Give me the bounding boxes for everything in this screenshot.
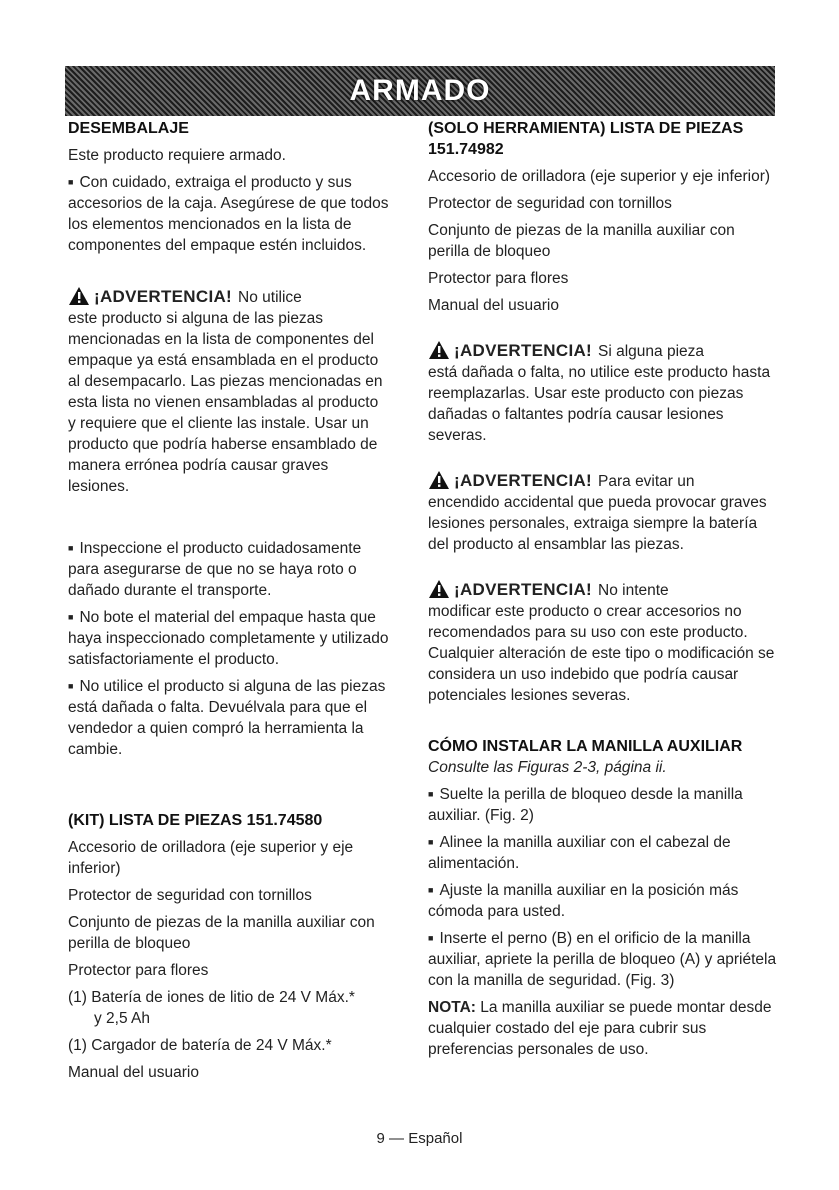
- battery-item-cont: y 2,5 Ah: [94, 1010, 151, 1027]
- list-item: Conjunto de piezas de la manilla auxiliar con perilla de bloqueo: [68, 914, 375, 952]
- unpack-heading: DESEMBALAJE: [68, 120, 189, 137]
- list-item: Conjunto de piezas de la manilla auxiliar con perilla de bloqueo: [428, 222, 735, 260]
- list-item: Protector de seguridad con tornillos: [68, 887, 312, 904]
- list-item: ■ Ajuste la manilla auxiliar en la posición más cómoda para usted.: [428, 880, 778, 922]
- banner-title: ARMADO: [349, 74, 491, 107]
- list-item: ■ Inserte el perno (B) en el orificio de la manilla auxiliar, apriete la perilla de bloqueo (A) y apriétela con la manilla de seguridad. (Fig. 3): [428, 928, 778, 991]
- warning-block-3: [428, 470, 778, 555]
- list-item: Accesorio de orilladora (eje superior y eje inferior): [428, 168, 771, 185]
- note-text: La manilla auxiliar se puede montar desde cualquier costado del eje para cubrir sus preferencias personales de uso.: [428, 999, 772, 1058]
- install-subheading: Consulte las Figuras 2-3, página ii.: [428, 759, 667, 776]
- warning-block-2: [428, 340, 778, 446]
- warning-triangle-icon: [68, 286, 90, 306]
- warning-body: está dañada o falta, no utilice este producto hasta reemplazarlas. Usar este producto con piezas dañadas o faltantes podría causar lesiones severas.: [428, 364, 771, 444]
- install-heading: CÓMO INSTALAR LA MANILLA AUXILIAR: [428, 738, 743, 755]
- list-item: Protector de seguridad con tornillos: [428, 195, 672, 212]
- note-paragraph: [428, 997, 778, 1060]
- warning-block-4: [428, 579, 778, 706]
- warning-label: ¡ADVERTENCIA!: [454, 471, 593, 490]
- list-item: Manual del usuario: [428, 297, 559, 314]
- section-banner: [65, 66, 775, 116]
- kit-parts-list: [68, 810, 390, 1083]
- battery-item: (1) Batería de iones de litio de 24 V Máx.*: [68, 989, 355, 1006]
- unpack-intro: Este producto requiere armado.: [68, 147, 286, 164]
- list-item: ■ No bote el material del empaque hasta que haya inspeccionado completamente y utilizado satisfactoriamente el producto.: [68, 607, 390, 670]
- warning-lead: Si alguna pieza: [598, 343, 705, 360]
- warning-lead: No intente: [598, 582, 669, 599]
- list-item: Protector para flores: [428, 270, 569, 287]
- warning-lead: No utilice: [238, 289, 302, 306]
- list-item: Accesorio de orilladora (eje superior y eje inferior): [68, 839, 354, 877]
- list-item: ■ Suelte la perilla de bloqueo desde la manilla auxiliar. (Fig. 2): [428, 784, 778, 826]
- manual-item: Manual del usuario: [68, 1064, 199, 1081]
- install-section: [428, 736, 778, 1060]
- warning-label: ¡ADVERTENCIA!: [94, 287, 233, 306]
- warning-lead: Para evitar un: [598, 473, 695, 490]
- list-item: ■ Alinee la manilla auxiliar con el cabezal de alimentación.: [428, 832, 778, 874]
- inspection-bullets: [68, 538, 390, 760]
- page-footer: 9 — Español: [376, 1130, 463, 1147]
- warning-triangle-icon: [428, 340, 450, 360]
- warning-body: modificar este producto o crear accesorios no recomendados para su uso con este producto. Cualquier alteración de este tipo o modificación se considera un uso indebido que podría causar potenciales lesiones severas.: [428, 603, 775, 704]
- note-label: NOTA:: [428, 999, 476, 1016]
- warning-body: este producto si alguna de las piezas mencionadas en la lista de componentes del empaque ya está ensamblada en el producto al desempacarlo. Las piezas mencionadas en esta lista no vienen ensambladas al producto y requiere que el cliente las instale. Usar un producto que podría haberse ensamblado de manera errónea podría causar graves lesiones.: [68, 310, 383, 495]
- warning-label: ¡ADVERTENCIA!: [454, 341, 593, 360]
- charger-item: (1) Cargador de batería de 24 V Máx.*: [68, 1037, 332, 1054]
- tool-heading: (SOLO HERRAMIENTA) LISTA DE PIEZAS 151.74982: [428, 120, 744, 158]
- unpack-bullet: ■ Con cuidado, extraiga el producto y sus accesorios de la caja. Asegúrese de que todos los elementos mencionados en la lista de componentes del empaque estén incluidos.: [68, 172, 390, 256]
- list-item: Protector para flores: [68, 962, 209, 979]
- warning-triangle-icon: [428, 470, 450, 490]
- warning-triangle-icon: [428, 579, 450, 599]
- warning-body: encendido accidental que pueda provocar graves lesiones personales, extraiga siempre la batería del producto al ensamblar las piezas.: [428, 494, 767, 553]
- right-column: [428, 118, 778, 1060]
- list-item: ■ No utilice el producto si alguna de las piezas está dañada o falta. Devuélvala para que el vendedor a quien compró la herramienta la cambie.: [68, 676, 390, 760]
- left-column: [68, 118, 390, 1083]
- list-item: ■ Inspeccione el producto cuidadosamente para asegurarse de que no se haya roto o dañado durante el transporte.: [68, 538, 390, 601]
- warning-label: ¡ADVERTENCIA!: [454, 580, 593, 599]
- kit-heading: (KIT) LISTA DE PIEZAS 151.74580: [68, 812, 323, 829]
- warning-block-1: [68, 286, 390, 497]
